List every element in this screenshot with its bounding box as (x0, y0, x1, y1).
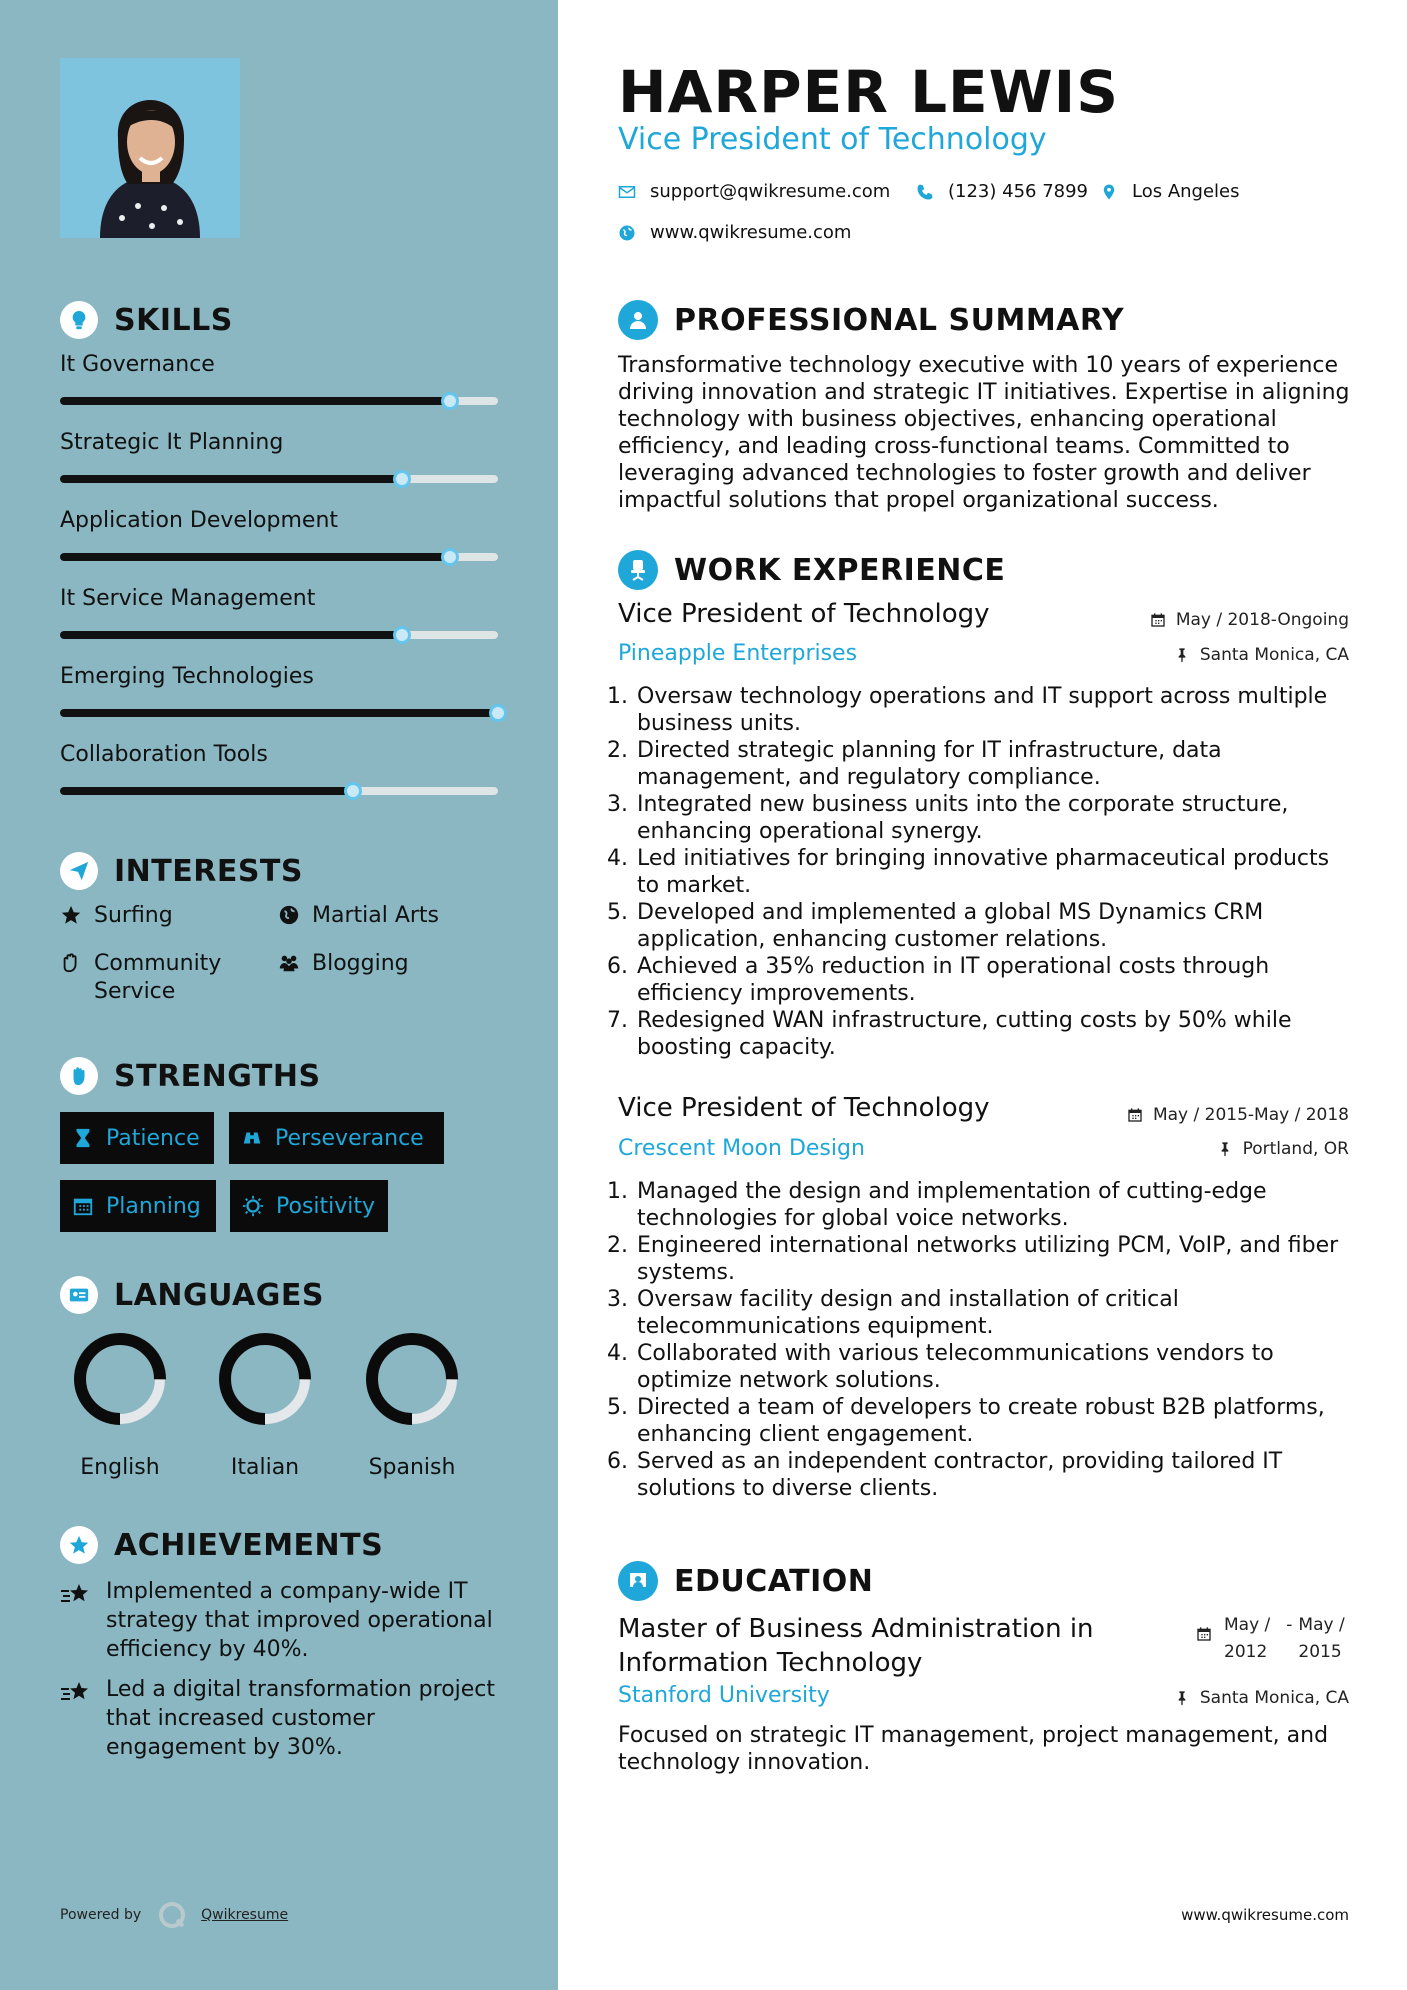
summary-title: PROFESSIONAL SUMMARY (674, 302, 1125, 338)
strengths-heading (60, 1057, 321, 1095)
language-name: Italian (230, 1455, 300, 1480)
calendar-icon (1196, 1626, 1212, 1642)
skill-bar-knob (344, 782, 362, 800)
job-company: Crescent Moon Design (618, 1136, 865, 1161)
language-item (55, 1331, 185, 1480)
skill-bar (60, 631, 498, 639)
candidate-name: HARPER LEWIS (618, 58, 1119, 126)
phone-icon (916, 183, 934, 201)
job-duty: 5. Directed a team of developers to create robust B2B platforms, enhancing client engagement. (635, 1394, 1353, 1448)
strength-badge (60, 1112, 214, 1164)
education-location (1174, 1688, 1349, 1708)
interest-item (278, 902, 439, 930)
job-location-text: Portland, OR (1242, 1139, 1349, 1159)
pushpin-icon (1174, 1690, 1190, 1706)
contact-location (1100, 181, 1240, 202)
job-location (1217, 1139, 1349, 1159)
skills-title: SKILLS (114, 302, 233, 338)
education-end-year: 2015 (1298, 1642, 1342, 1662)
candidate-role: Vice President of Technology (618, 122, 1047, 157)
summary-text: Transformative technology executive with 10 years of experience driving innovation and strategic IT initiatives. Expertise in aligning technology with business objectives, enhancing operational efficiency, and leading cross-functional teams. Committed to leveraging advanced technologies to foster growth and deliver impactful solutions that propel organizational success. (618, 353, 1350, 513)
hourglass-icon (72, 1127, 94, 1149)
skill-bar-fill (60, 709, 498, 717)
skill-bar-knob (393, 626, 411, 644)
job-location (1174, 645, 1349, 665)
achievement-text: Implemented a company-wide IT strategy that improved operational efficiency by 40%. (106, 1579, 493, 1662)
binoculars-icon (241, 1127, 263, 1149)
education-description: Focused on strategic IT management, project management, and technology innovation. (618, 1723, 1329, 1775)
job-duties-list (618, 1178, 1353, 1502)
contact-website[interactable] (618, 222, 851, 243)
languages-title: LANGUAGES (114, 1277, 324, 1313)
education-location-text: Santa Monica, CA (1199, 1688, 1349, 1708)
skill-item (60, 508, 500, 561)
phone-text: (123) 456 7899 (948, 181, 1089, 202)
skill-bar (60, 553, 498, 561)
skill-name: Collaboration Tools (60, 742, 268, 767)
language-ring (364, 1331, 460, 1427)
achievements-heading (60, 1526, 383, 1564)
strengths-title: STRENGTHS (114, 1058, 321, 1094)
skill-name: Emerging Technologies (60, 664, 314, 689)
sidebar (0, 0, 558, 1990)
education-heading (618, 1561, 873, 1601)
powered-by (60, 1900, 288, 1930)
email-text: support@qwikresume.com (650, 181, 891, 202)
skill-name: Strategic It Planning (60, 430, 284, 455)
skill-name: It Service Management (60, 586, 316, 611)
qwikresume-link[interactable]: Qwikresume (201, 1907, 289, 1923)
calendar-icon (1150, 612, 1166, 628)
job-duty: 1. Managed the design and implementation of cutting-edge technologies for global voice networks. (635, 1178, 1353, 1232)
skill-bar-knob (441, 548, 459, 566)
languages-heading (60, 1276, 324, 1314)
skill-item (60, 430, 500, 483)
globe-icon (618, 224, 636, 242)
summary-heading (618, 300, 1124, 340)
interest-label: Surfing (94, 903, 173, 928)
pushpin-icon (1217, 1141, 1233, 1157)
website-text: www.qwikresume.com (650, 222, 852, 243)
job-title: Vice President of Technology (618, 599, 990, 629)
education-end-month: May / (1298, 1615, 1345, 1635)
strength-badge (230, 1180, 388, 1232)
job-duty: 4. Led initiatives for bringing innovative pharmaceutical products to market. (635, 845, 1353, 899)
skill-name: Application Development (60, 508, 339, 533)
calendar-icon (72, 1195, 94, 1217)
fist-icon (60, 1057, 98, 1095)
map-pin-icon (1100, 183, 1118, 201)
job-dates (1127, 1105, 1349, 1125)
profile-photo (60, 58, 240, 238)
strength-badge (60, 1180, 216, 1232)
skill-bar-knob (393, 470, 411, 488)
job-duty: 1. Oversaw technology operations and IT support across multiple business units. (635, 683, 1353, 737)
job-company: Pineapple Enterprises (618, 641, 858, 666)
contact-phone[interactable] (916, 181, 1088, 202)
experience-heading (618, 550, 1005, 590)
interest-item (60, 902, 173, 930)
star-badge-icon (60, 1526, 98, 1564)
job-duty: 2. Engineered international networks utilizing PCM, VoIP, and fiber systems. (635, 1232, 1353, 1286)
interest-item (60, 950, 250, 1006)
qwikresume-logo-icon (157, 1900, 187, 1930)
skill-bar (60, 475, 498, 483)
education-dates (1196, 1612, 1361, 1666)
skill-bar (60, 709, 498, 717)
location-text: Los Angeles (1132, 181, 1240, 202)
language-ring (72, 1331, 168, 1427)
interests-title: INTERESTS (114, 853, 303, 889)
achievement-item (60, 1675, 510, 1762)
star-icon (60, 904, 82, 926)
skill-bar-fill (60, 787, 353, 795)
shooting-star-icon (60, 1679, 92, 1705)
language-name: English (80, 1455, 160, 1480)
skills-heading (60, 301, 233, 339)
skill-name: It Governance (60, 352, 215, 377)
interests-heading (60, 852, 303, 890)
achievement-item (60, 1577, 510, 1664)
skill-bar-fill (60, 553, 450, 561)
interest-label: Martial Arts (312, 903, 440, 928)
education-start (1224, 1612, 1270, 1666)
user-icon (618, 300, 658, 340)
id-card-icon (60, 1276, 98, 1314)
job-duty: 5. Developed and implemented a global MS Dynamics CRM application, enhancing customer relations. (635, 899, 1353, 953)
degree-title: Master of Business Administration in Information Technology (618, 1614, 1094, 1678)
skill-item (60, 352, 500, 405)
graduation-icon (618, 1561, 658, 1601)
skill-item (60, 664, 500, 717)
strength-label: Planning (106, 1193, 201, 1219)
contact-email[interactable] (618, 181, 890, 202)
job-dates-text: May / 2015-May / 2018 (1152, 1105, 1349, 1125)
footer-url[interactable]: www.qwikresume.com (1181, 1906, 1349, 1924)
globe-icon (278, 904, 300, 926)
pushpin-icon (1174, 647, 1190, 663)
office-chair-icon (618, 550, 658, 590)
skill-bar-knob (489, 704, 507, 722)
lightbulb-icon (60, 301, 98, 339)
interest-label: Blogging (312, 951, 409, 976)
skill-bar (60, 397, 498, 405)
experience-title: WORK EXPERIENCE (674, 552, 1006, 588)
education-start-year: 2012 (1224, 1642, 1268, 1662)
skill-item (60, 742, 500, 795)
envelope-icon (618, 183, 636, 201)
skill-bar-knob (441, 392, 459, 410)
job-duty: 6. Achieved a 35% reduction in IT operational costs through efficiency improvements. (635, 953, 1353, 1007)
language-item (200, 1331, 330, 1480)
job-duty: 3. Oversaw facility design and installation of critical telecommunications equipment. (635, 1286, 1353, 1340)
skill-item (60, 586, 500, 639)
achievements-title: ACHIEVEMENTS (114, 1527, 384, 1563)
language-item (347, 1331, 477, 1480)
education-start-month: May / (1224, 1615, 1271, 1635)
education-date-separator: - (1286, 1615, 1293, 1635)
language-ring (217, 1331, 313, 1427)
language-name: Spanish (368, 1455, 456, 1480)
paper-plane-icon (60, 852, 98, 890)
school-name: Stanford University (618, 1683, 830, 1708)
education-end (1298, 1612, 1344, 1666)
job-duties-list (618, 683, 1353, 1061)
strength-label: Patience (106, 1125, 200, 1151)
skill-bar-fill (60, 631, 402, 639)
strength-label: Perseverance (275, 1125, 424, 1151)
job-duty: 3. Integrated new business units into the corporate structure, enhancing operational synergy. (635, 791, 1353, 845)
job-location-text: Santa Monica, CA (1199, 645, 1349, 665)
job-title: Vice President of Technology (618, 1093, 990, 1123)
job-duty: 2. Directed strategic planning for IT infrastructure, data management, and regulatory compliance. (635, 737, 1353, 791)
job-duty: 4. Collaborated with various telecommunications vendors to optimize network solutions. (635, 1340, 1353, 1394)
skill-bar-fill (60, 397, 450, 405)
powered-by-label: Powered by (60, 1907, 142, 1923)
job-duty: 6. Served as an independent contractor, providing tailored IT solutions to diverse clients. (635, 1448, 1353, 1502)
job-dates-text: May / 2018-Ongoing (1175, 610, 1349, 630)
strength-badge (229, 1112, 444, 1164)
education-title: EDUCATION (674, 1563, 874, 1599)
users-icon (278, 952, 300, 974)
job-dates (1150, 610, 1349, 630)
calendar-icon (1127, 1107, 1143, 1123)
hand-icon (60, 952, 82, 974)
achievement-text: Led a digital transformation project that increased customer engagement by 30%. (106, 1677, 496, 1760)
shooting-star-icon (60, 1581, 92, 1607)
skill-bar-fill (60, 475, 402, 483)
interest-item (278, 950, 409, 978)
job-duty: 7. Redesigned WAN infrastructure, cutting costs by 50% while boosting capacity. (635, 1007, 1353, 1061)
skill-bar (60, 787, 498, 795)
strength-label: Positivity (276, 1193, 376, 1219)
interest-label: Community Service (94, 951, 222, 1004)
sun-icon (242, 1195, 264, 1217)
